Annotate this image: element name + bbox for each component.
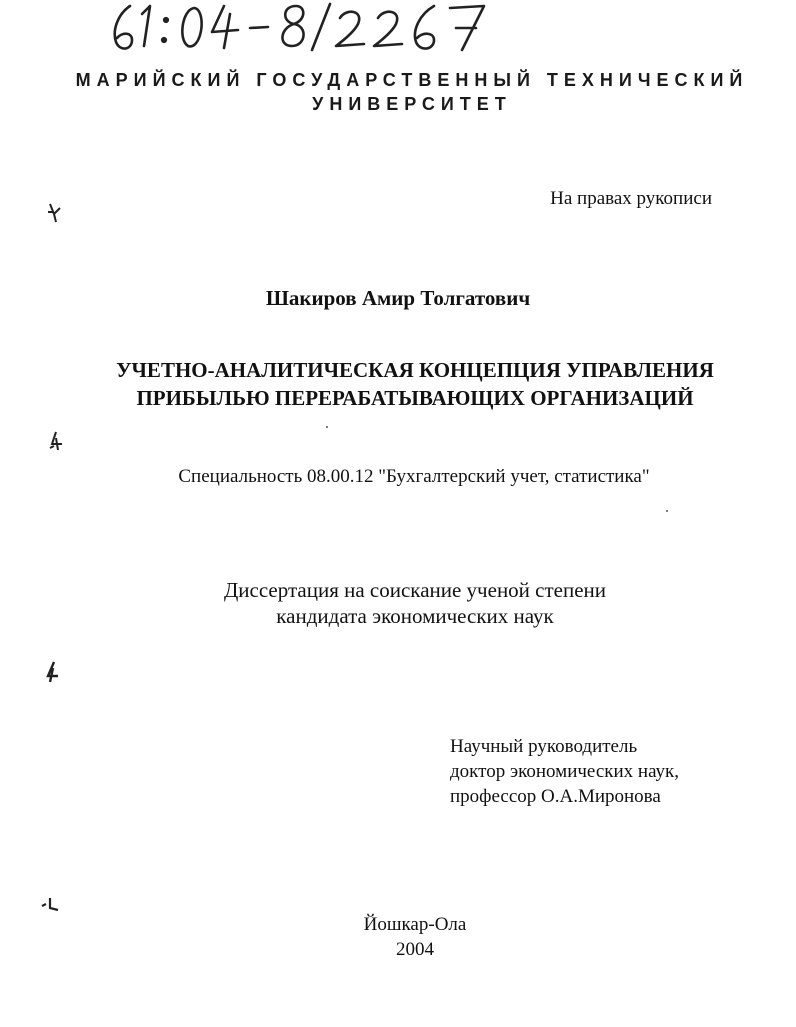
handwritten-archive-code [108, 0, 528, 62]
degree-line2: кандидата экономических наук [276, 604, 554, 628]
degree-line1: Диссертация на соискание ученой степени [223, 578, 607, 602]
margin-mark-1-icon [44, 200, 68, 224]
manuscript-note: На правах рукописи [550, 188, 712, 209]
margin-mark-3-icon [42, 660, 66, 684]
margin-mark-icon [44, 428, 68, 452]
margin-mark-icon [44, 200, 68, 224]
margin-mark-2-icon [44, 428, 68, 452]
margin-mark-4-icon [38, 892, 62, 916]
margin-mark-icon [42, 660, 66, 684]
handwritten-code-drawing [108, 0, 528, 62]
university-name-line2: УНИВЕРСИТЕТ [312, 94, 512, 114]
year: 2004 [396, 939, 434, 960]
advisor-name: профессор О.А.Миронова [450, 786, 661, 807]
city: Йошкар-Ола [363, 914, 467, 935]
specialty-line: Специальность 08.00.12 "Бухгалтерский учет, статистика" [178, 466, 650, 487]
scan-speck [666, 510, 668, 512]
author-name: Шакиров Амир Толгатович [265, 286, 531, 310]
thesis-title-line1: УЧЕТНО-АНАЛИТИЧЕСКАЯ КОНЦЕПЦИЯ УПРАВЛЕНИЯ [116, 358, 714, 382]
advisor-role: Научный руководитель [450, 736, 638, 757]
archive-code-text: 61:04-8/2267 [108, 0, 114, 1]
advisor-degree: доктор экономических наук, [450, 761, 680, 782]
margin-mark-icon [38, 892, 62, 916]
thesis-title-line2: ПРИБЫЛЬЮ ПЕРЕРАБАТЫВАЮЩИХ ОРГАНИЗАЦИЙ [136, 386, 694, 410]
scan-speck [326, 426, 328, 428]
university-name-line1: МАРИЙСКИЙ ГОСУДАРСТВЕННЫЙ ТЕХНИЧЕСКИЙ [75, 70, 749, 90]
